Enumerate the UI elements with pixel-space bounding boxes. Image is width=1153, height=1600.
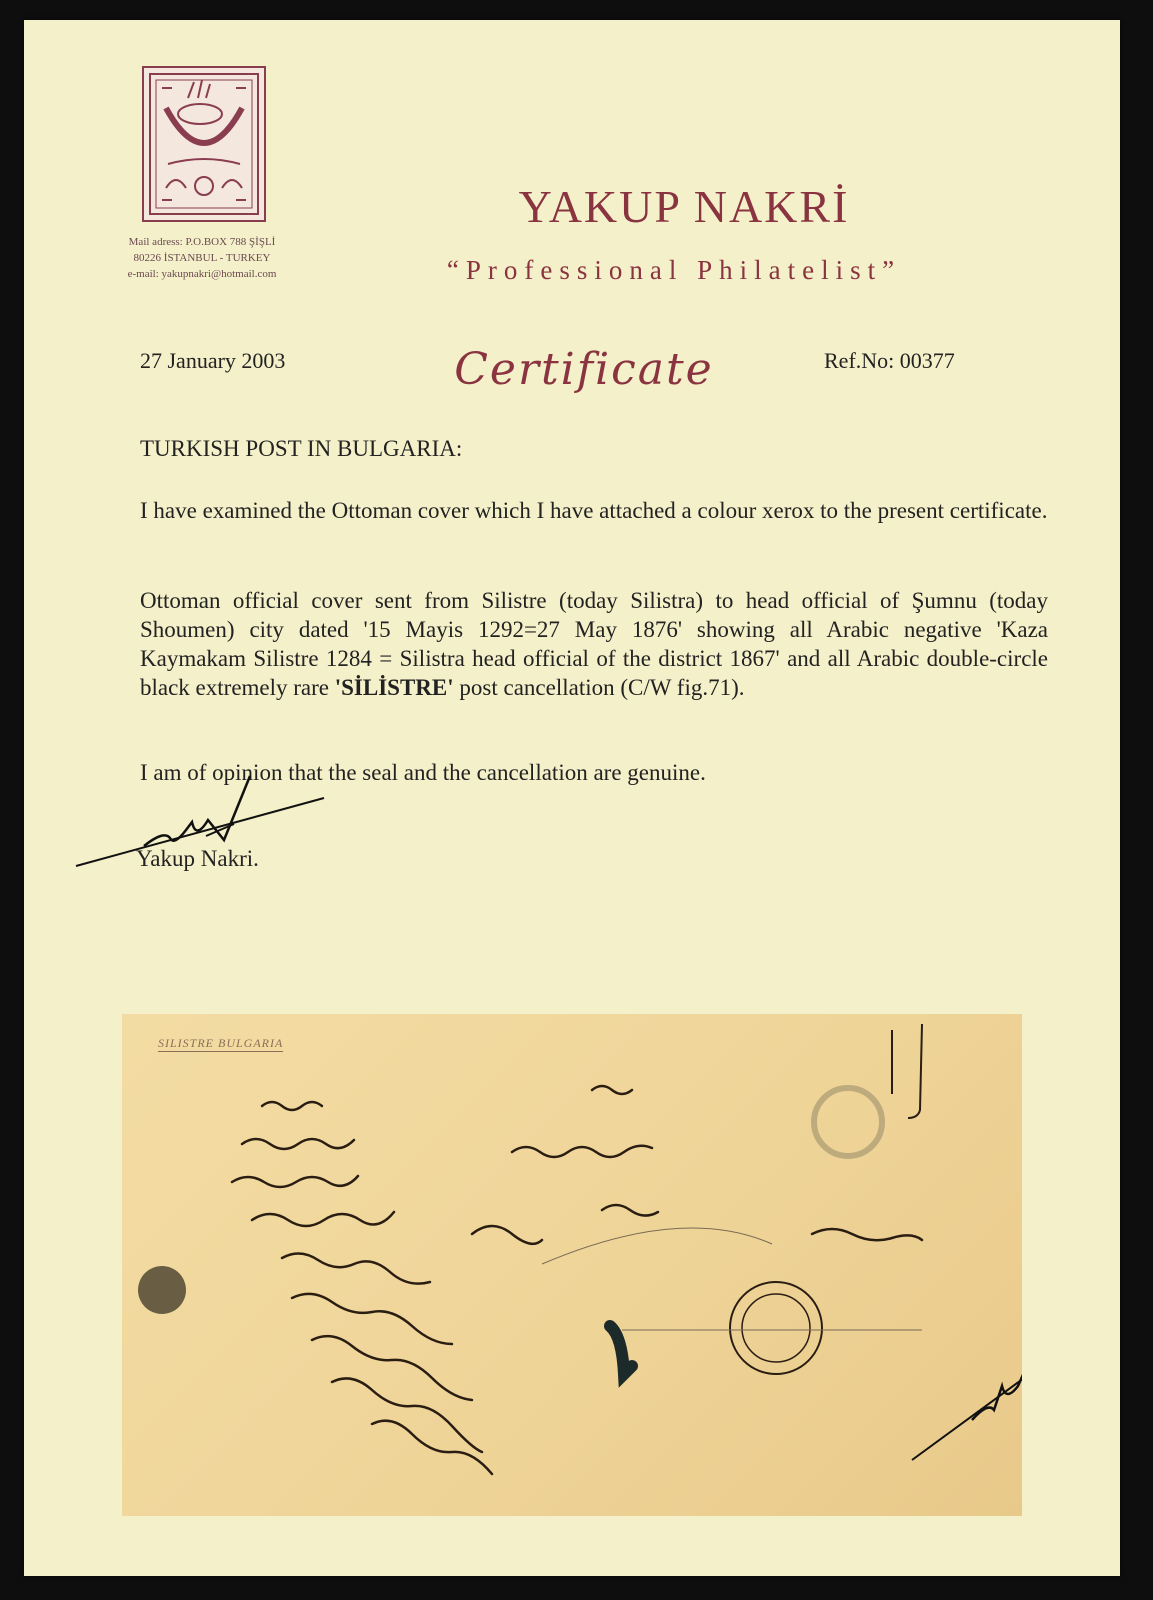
cancellation-name: 'SİLİSTRE': [334, 675, 454, 700]
cover-annotation: SILISTRE BULGARIA: [158, 1036, 284, 1050]
paragraph-opinion: I am of opinion that the seal and the cancellation are genuine.: [140, 760, 706, 785]
brand-name: YAKUP NAKRİ: [518, 181, 850, 232]
paragraph-description: [140, 586, 1048, 702]
section-heading: TURKISH POST IN BULGARIA:: [140, 436, 463, 461]
postal-address: [94, 234, 310, 282]
cover-manuscript-icon: [122, 1014, 1022, 1516]
ottoman-cover-photo: [122, 1014, 1022, 1516]
brand-tagline: “Professional Philatelist”: [446, 255, 902, 285]
address-email: e-mail: yakupnakri@hotmail.com: [127, 268, 277, 280]
address-line: 80226 İSTANBUL - TURKEY: [133, 252, 271, 264]
certificate-title: Certificate: [454, 344, 714, 395]
address-line: Mail adress: P.O.BOX 788 ŞİŞLİ: [128, 236, 276, 248]
certificate-date: 27 January 2003: [140, 348, 286, 373]
reference-number: Ref.No: 00377: [824, 348, 955, 373]
description-text-end: post cancellation (C/W fig.71).: [453, 675, 745, 700]
description-text: Ottoman official cover sent from Silistre (today Silistra) to head official of Şumnu (today Shoumen) city dated '15 Mayis 1292=27 May 1876' showing all Arabic negative 'Kaza Kaymakam Silistre 1284 = Silistra head official of the district 1867' and all Arabic double-circle black extremely rare: [140, 588, 1048, 700]
certificate-sheet: [24, 20, 1120, 1576]
signer-name: Yakup Nakri.: [136, 846, 259, 871]
paragraph-examination: I have examined the Ottoman cover which I have attached a colour xerox to the present certificate.: [140, 498, 1048, 523]
ottoman-tughra-stamp-icon: [142, 66, 266, 222]
